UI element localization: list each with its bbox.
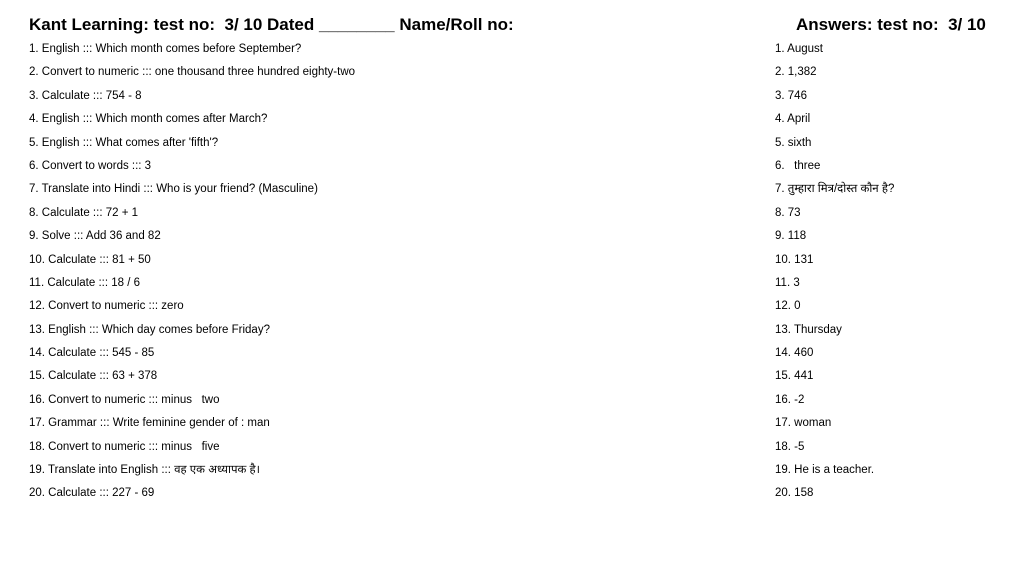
question-item: 18. Convert to numeric ::: minus five xyxy=(29,440,220,453)
page-header xyxy=(29,15,984,39)
answer-item: 4. April xyxy=(775,113,811,126)
question-item: 3. Calculate ::: 754 - 8 xyxy=(29,89,142,102)
question-item: 20. Calculate ::: 227 - 69 xyxy=(29,487,155,500)
answer-item: 11. 3 xyxy=(775,276,800,289)
question-item: 16. Convert to numeric ::: minus two xyxy=(29,393,220,406)
answer-item: 9. 118 xyxy=(775,230,807,243)
question-item: 17. Grammar ::: Write feminine gender of : man xyxy=(29,417,270,430)
question-item: 11. Calculate ::: 18 / 6 xyxy=(29,276,141,289)
answer-item: 16. -2 xyxy=(775,393,805,406)
questions-list xyxy=(29,42,729,510)
answer-item: 15. 441 xyxy=(775,370,814,383)
question-item: 8. Calculate ::: 72 + 1 xyxy=(29,206,138,219)
answer-item: 12. 0 xyxy=(775,300,801,313)
answer-item: 14. 460 xyxy=(775,347,814,360)
question-item: 15. Calculate ::: 63 + 378 xyxy=(29,370,158,383)
answers-list xyxy=(775,42,1005,510)
answer-item: 20. 158 xyxy=(775,487,814,500)
question-item: 7. Translate into Hindi ::: Who is your friend? (Masculine) xyxy=(29,183,318,196)
question-item: 5. English ::: What comes after 'fifth'? xyxy=(29,136,219,149)
answer-item: 18. -5 xyxy=(775,440,805,453)
answer-item: 7. तुम्हारा मित्र/दोस्त कौन है? xyxy=(775,183,895,196)
question-item: 2. Convert to numeric ::: one thousand three hundred eighty-two xyxy=(29,66,356,79)
answer-item: 13. Thursday xyxy=(775,323,842,336)
answer-item: 10. 131 xyxy=(775,253,814,266)
answer-item: 2. 1,382 xyxy=(775,66,817,79)
answer-item: 19. He is a teacher. xyxy=(775,464,875,477)
question-item: 4. English ::: Which month comes after March? xyxy=(29,113,268,126)
answer-item: 8. 73 xyxy=(775,206,801,219)
answer-item: 6. three xyxy=(775,159,821,172)
question-item: 1. English ::: Which month comes before September? xyxy=(29,43,302,55)
question-item: 9. Solve ::: Add 36 and 82 xyxy=(29,230,161,243)
answer-item: 3. 746 xyxy=(775,89,807,102)
answer-item: 1. August xyxy=(775,43,823,55)
test-title: Kant Learning: test no: 3/ 10 Dated ________ Name/Roll no: xyxy=(29,15,514,34)
question-item: 6. Convert to words ::: 3 xyxy=(29,159,152,172)
question-item: 19. Translate into English ::: वह एक अध्यापक है। xyxy=(29,464,260,477)
answers-title: Answers: test no: 3/ 10 xyxy=(796,15,986,34)
answer-item: 17. woman xyxy=(775,417,832,430)
question-item: 14. Calculate ::: 545 - 85 xyxy=(29,347,155,360)
answer-item: 5. sixth xyxy=(775,136,812,149)
question-item: 12. Convert to numeric ::: zero xyxy=(29,300,184,313)
question-item: 10. Calculate ::: 81 + 50 xyxy=(29,253,151,266)
question-item: 13. English ::: Which day comes before Friday? xyxy=(29,323,270,336)
